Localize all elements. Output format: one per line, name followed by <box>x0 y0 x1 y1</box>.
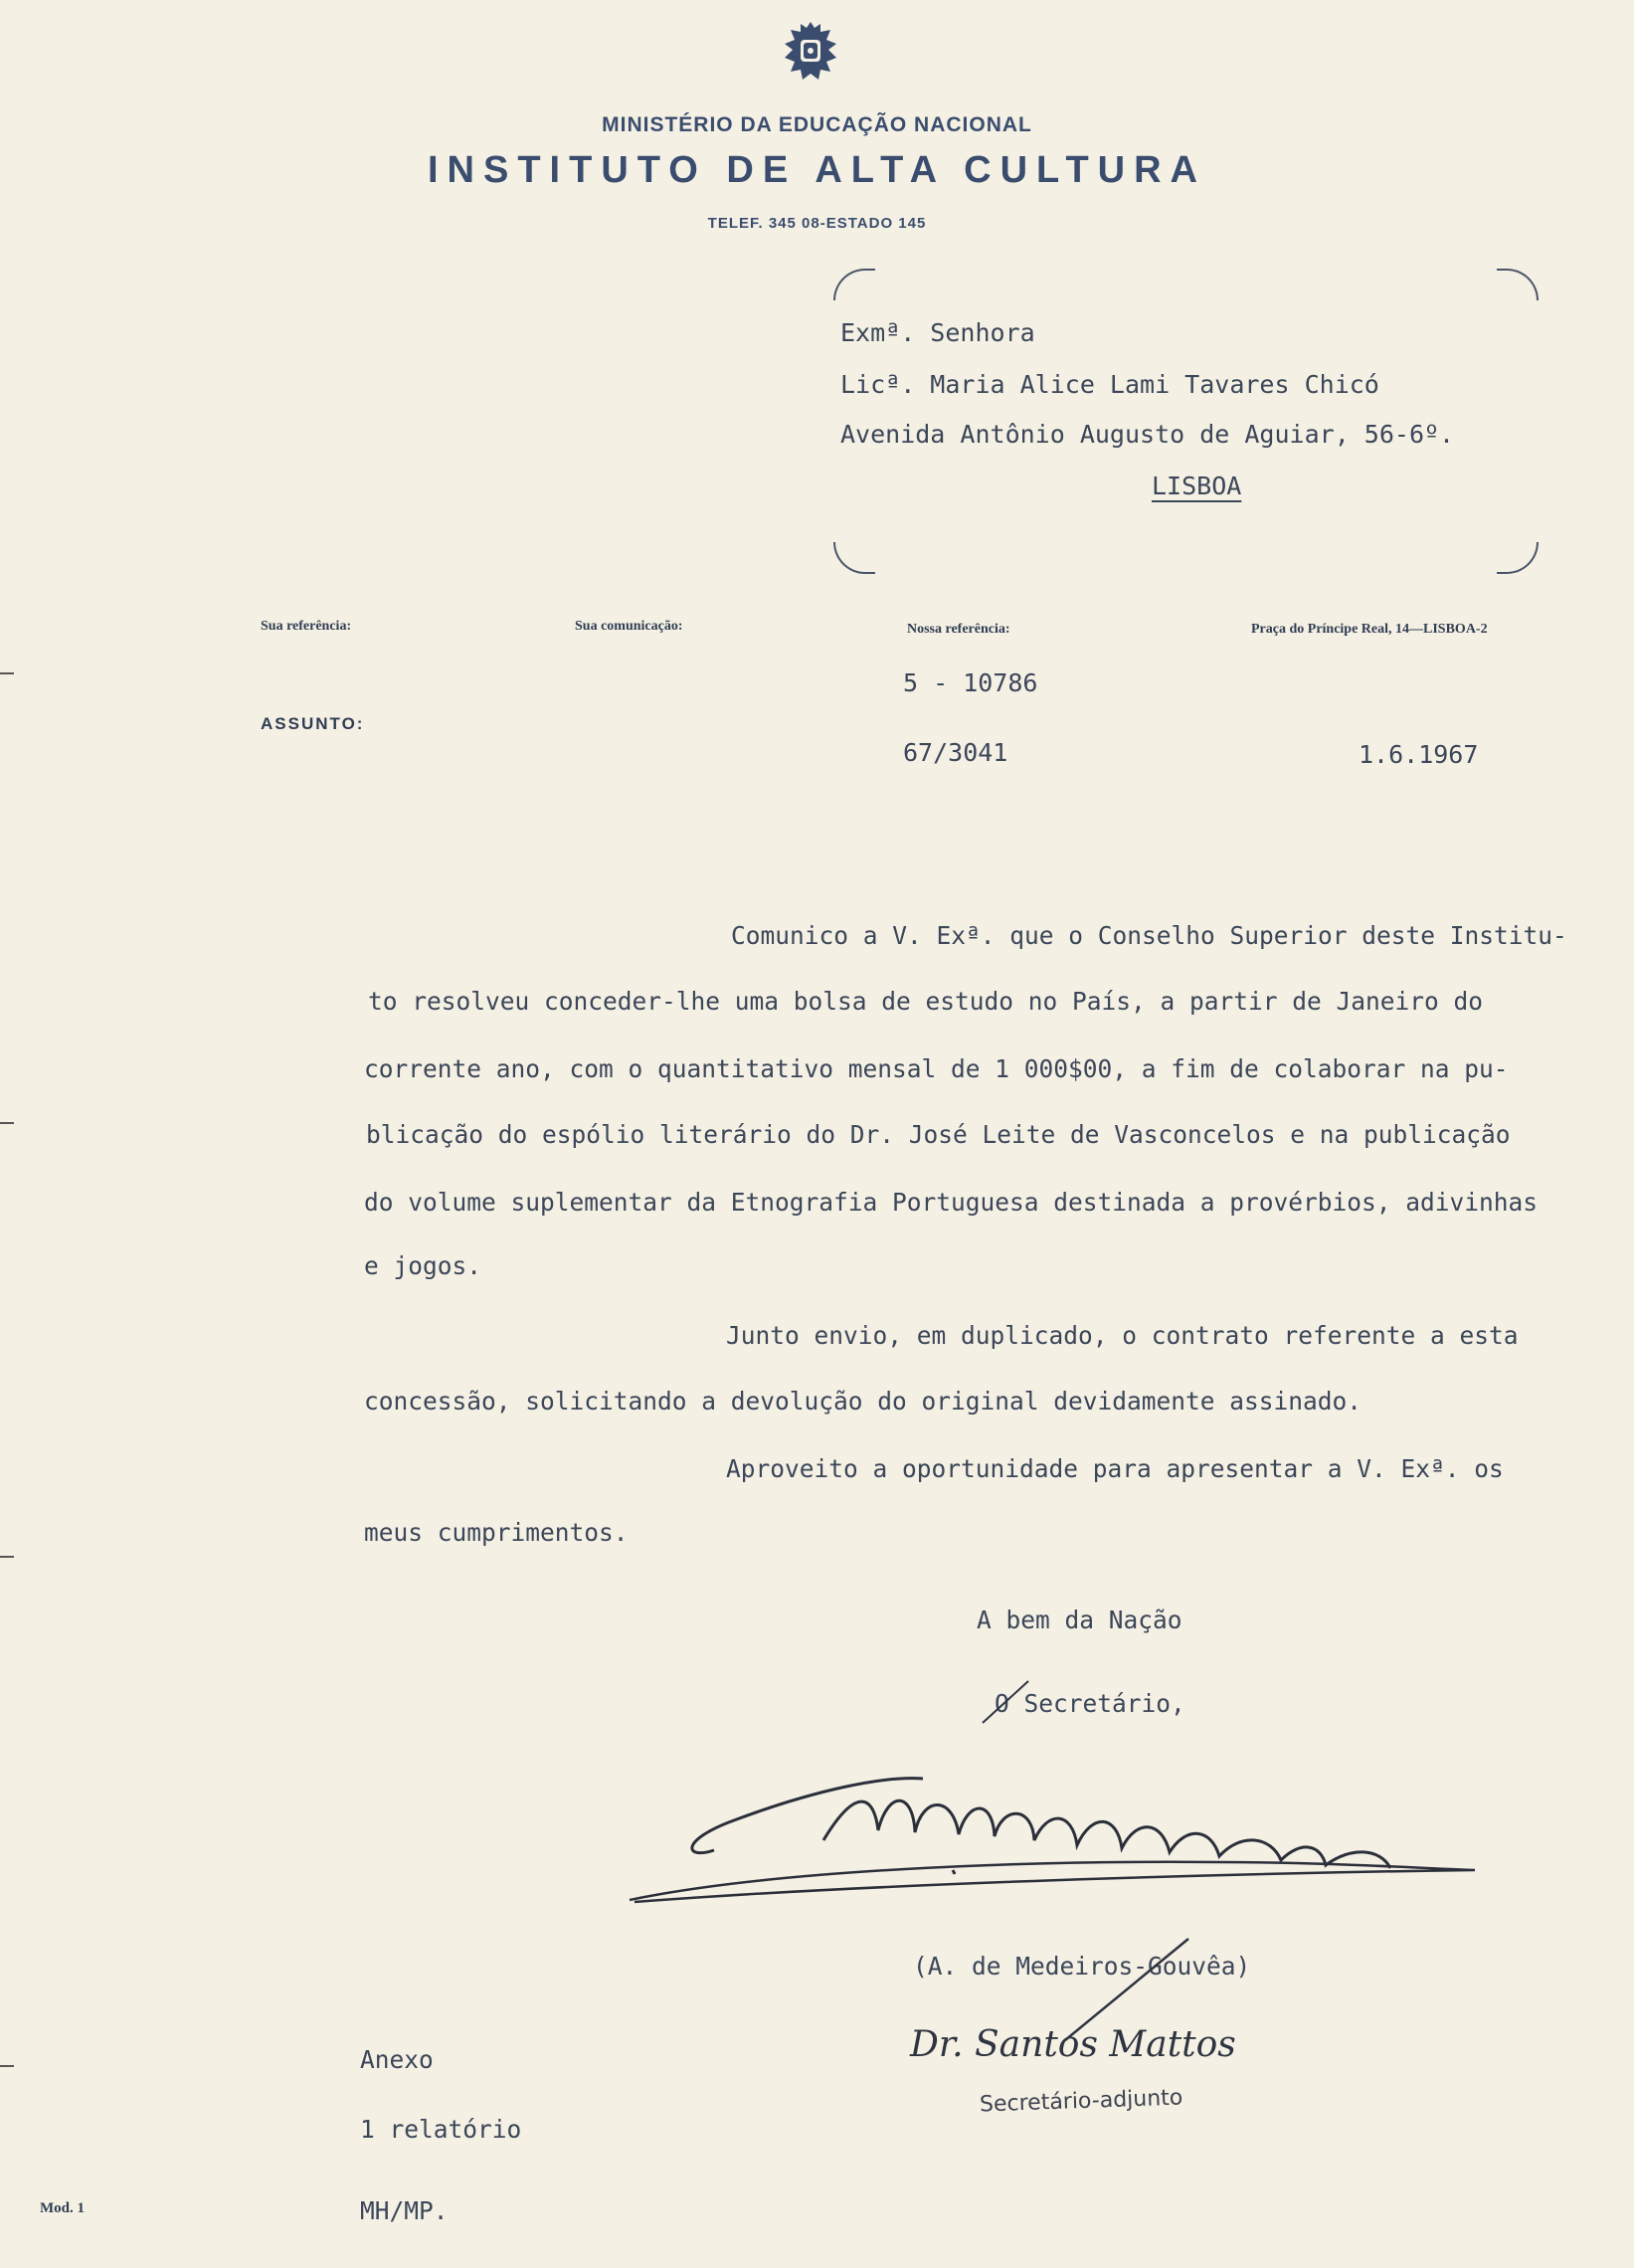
label-nossa-referencia: Nossa referência: <box>907 622 1010 637</box>
body-line: e jogos. <box>364 1251 482 1280</box>
label-sua-comunicacao: Sua comunicação: <box>575 619 683 634</box>
nossa-referencia-process: 67/3041 <box>903 738 1008 767</box>
body-line: corrente ano, com o quantitativo mensal de 1 000$00, a fim de colaborar na pu- <box>364 1054 1509 1083</box>
position-stamp: Secretário-adjunto <box>979 2085 1183 2118</box>
body-line: blicação do espólio literário do Dr. José Leite de Vasconcelos e na publicação <box>366 1120 1511 1149</box>
anexo-label: Anexo <box>360 2045 434 2074</box>
title-strike-mark <box>977 1677 1036 1727</box>
signature-icon <box>625 1751 1490 1930</box>
margin-tick <box>0 1122 14 1124</box>
recipient-city: LISBOA <box>1152 472 1242 500</box>
recipient-name: Licª. Maria Alice Lami Tavares Chicó <box>840 370 1379 399</box>
institute-address: Praça do Príncipe Real, 14—LISBOA-2 <box>1251 622 1488 637</box>
body-line: concessão, solicitando a devolução do original devidamente assinado. <box>364 1387 1362 1416</box>
recipient-street: Avenida Antônio Augusto de Aguiar, 56-6º. <box>840 420 1455 449</box>
closing-title: O Secretário, <box>995 1689 1185 1718</box>
body-line: to resolveu conceder-lhe uma bolsa de estudo no País, a partir de Janeiro do <box>368 987 1484 1016</box>
ministry-name: MINISTÉRIO DA EDUCAÇÃO NACIONAL <box>602 113 1032 136</box>
label-assunto: ASSUNTO: <box>261 714 365 733</box>
address-bracket-bottom-left <box>833 542 875 574</box>
margin-tick <box>0 1556 14 1558</box>
body-line: do volume suplementar da Etnografia Portuguesa destinada a provérbios, adivinhas <box>364 1188 1539 1217</box>
margin-tick <box>0 672 14 674</box>
handwritten-name: Dr. Santos Mattos <box>910 2024 1236 2065</box>
coat-of-arms-icon <box>781 18 840 84</box>
body-line: Comunico a V. Exª. que o Conselho Superior deste Institu- <box>731 921 1567 950</box>
typist-initials: MH/MP. <box>360 2196 449 2225</box>
signatory-name: (A. de Medeiros-Gouvêa) <box>913 1952 1251 1981</box>
institute-name: INSTITUTO DE ALTA CULTURA <box>428 149 1206 191</box>
margin-tick <box>0 2065 14 2067</box>
body-line: meus cumprimentos. <box>364 1518 629 1547</box>
body-line: Junto envio, em duplicado, o contrato referente a esta <box>726 1321 1519 1350</box>
attachment-item: 1 relatório <box>360 2115 522 2144</box>
address-bracket-top-left <box>833 269 875 300</box>
label-sua-referencia: Sua referência: <box>261 619 352 634</box>
address-bracket-top-right <box>1497 269 1539 300</box>
nossa-referencia-number: 5 - 10786 <box>903 668 1038 697</box>
body-line: Aproveito a oportunidade para apresentar a V. Exª. os <box>726 1454 1504 1483</box>
form-number: Mod. 1 <box>40 2200 85 2216</box>
recipient-salutation: Exmª. Senhora <box>840 318 1035 347</box>
telephone-line: TELEF. 345 08-ESTADO 145 <box>707 215 927 232</box>
closing-motto: A bem da Nação <box>977 1606 1182 1634</box>
address-bracket-bottom-right <box>1497 542 1539 574</box>
letter-date: 1.6.1967 <box>1359 740 1479 769</box>
